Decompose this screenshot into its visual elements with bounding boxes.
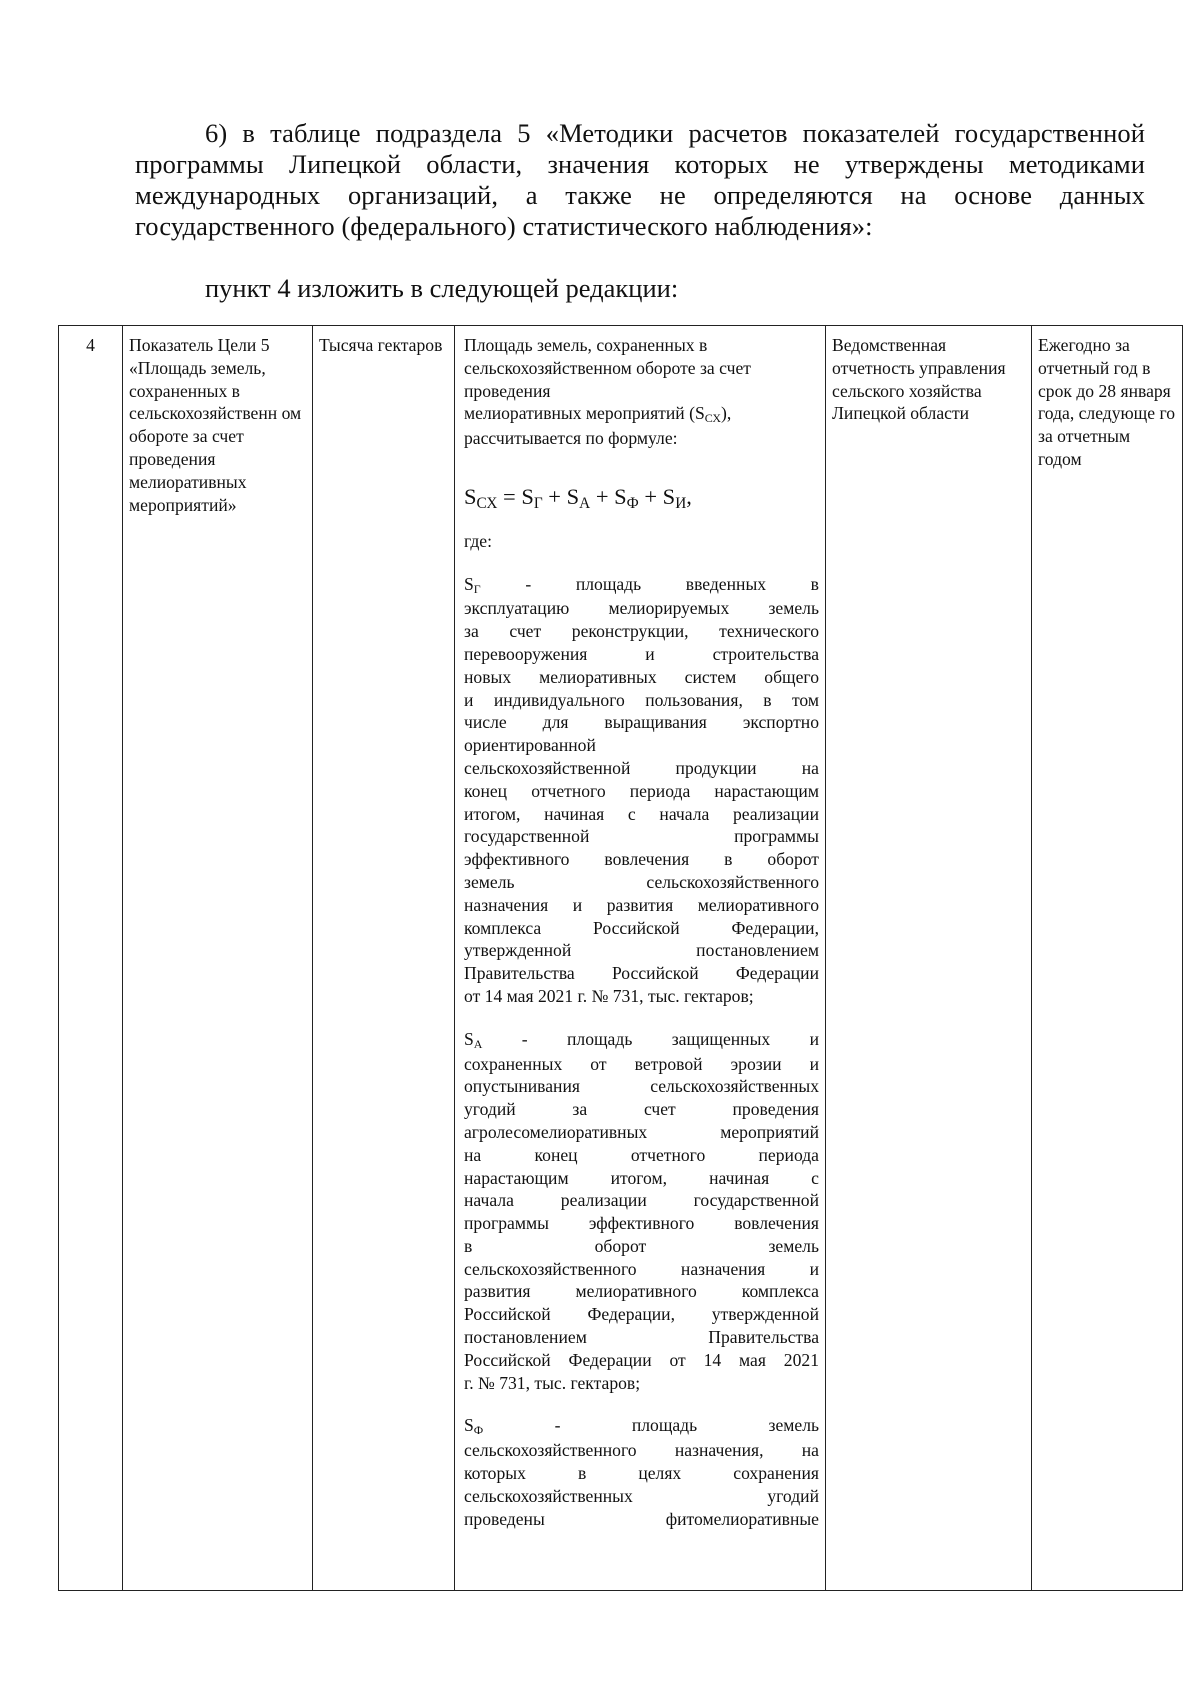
definition-line: конец отчетного периода нарастающим — [464, 780, 819, 801]
source-cell: Ведомственная отчетность управления сельского хозяйства Липецкой области — [826, 326, 1032, 1591]
indicator-cell: Показатель Цели 5 «Площадь земель, сохраненных в сельскохозяйственн ом обороте за счет проведения мелиоративных мероприятий» — [123, 326, 313, 1591]
definition-line: проведены фитомелиоративные — [464, 1508, 819, 1529]
intro-paragraph: 6) в таблице подраздела 5 «Методики расчетов показателей государственной программы Липецкой области, значения которых не утверждены методиками международных организаций, а также не определяются на основе данных государственного (федерального) статистического наблюдения»: — [135, 118, 1145, 241]
definition-line: и индивидуального пользования, в том — [464, 689, 819, 710]
unit-cell: Тысяча гектаров — [313, 326, 455, 1591]
definition-line: перевооружения и строительства — [464, 643, 819, 664]
row-number-cell: 4 — [59, 326, 123, 1591]
definition-head: $S_Г$ - площадь введенных в — [464, 573, 819, 596]
definition-line: комплекса Российской Федерации, — [464, 917, 819, 938]
method-lead-2: мелиоративных мероприятий $(S_{СХ})$, — [464, 403, 732, 426]
definition-line: за счет реконструкции, технического — [464, 621, 819, 642]
definition-sa — [464, 1028, 819, 1395]
definition-line: сохраненных от ветровой эрозии и — [464, 1053, 819, 1074]
method-cell — [455, 326, 826, 1591]
subheading: пункт 4 изложить в следующей редакции: — [205, 273, 679, 303]
definition-line: начала реализации государственной — [464, 1190, 819, 1211]
methodology-table — [58, 325, 1183, 1591]
definition-line: государственной программы — [464, 826, 819, 847]
definition-line: ориентированной — [464, 735, 596, 756]
definition-body — [464, 1053, 819, 1395]
definition-sf — [464, 1414, 819, 1530]
definition-line: опустынивания сельскохозяйственных — [464, 1076, 819, 1097]
definition-sg — [464, 573, 819, 1008]
definition-head: $S_А$ - площадь защищенных и — [464, 1028, 819, 1051]
definition-line: программы эффективного вовлечения — [464, 1213, 819, 1234]
definition-line: сельскохозяйственного назначения и — [464, 1258, 819, 1279]
definition-line: итогом, начиная с начала реализации — [464, 803, 819, 824]
definition-line: на конец отчетного периода — [464, 1144, 819, 1165]
definition-line: числе для выращивания экспортно — [464, 712, 819, 733]
definition-body — [464, 1439, 819, 1530]
definition-line: от 14 мая 2021 г. № 731, тыс. гектаров; — [464, 985, 754, 1006]
method-lead-3: рассчитывается по формуле: — [464, 428, 678, 449]
definition-line: земель сельскохозяйственного — [464, 871, 819, 892]
definition-line: Российской Федерации, утвержденной — [464, 1304, 819, 1325]
definition-line: постановлением Правительства — [464, 1327, 819, 1348]
definition-head: $S_Ф$ - площадь земель — [464, 1415, 820, 1438]
definition-line: Правительства Российской Федерации — [464, 963, 819, 984]
table-row — [59, 326, 1183, 1591]
where-label: где: — [464, 530, 492, 551]
definition-line: сельскохозяйственного назначения, на — [464, 1440, 819, 1461]
definition-line: г. № 731, тыс. гектаров; — [464, 1372, 641, 1393]
definition-line: сельскохозяйственных угодий — [464, 1485, 819, 1506]
definition-body — [464, 597, 819, 1007]
definition-line: эксплуатацию мелиорируемых земель — [464, 598, 819, 619]
method-lead-1: Площадь земель, сохраненных в сельскохозяйственном обороте за счет проведения — [464, 335, 751, 401]
definition-line: в оборот земель — [464, 1235, 819, 1256]
definition-line: агролесомелиоративных мероприятий — [464, 1121, 819, 1142]
definition-line: развития мелиоративного комплекса — [464, 1281, 819, 1302]
definition-line: которых в целях сохранения — [464, 1463, 819, 1484]
definition-line: сельскохозяйственной продукции на — [464, 757, 819, 778]
formula: $S_{СХ} = S_Г + S_А + S_Ф + S_И$, — [464, 483, 692, 512]
definition-line: новых мелиоративных систем общего — [464, 666, 819, 687]
definition-line: нарастающим итогом, начиная с — [464, 1167, 819, 1188]
definition-line: эффективного вовлечения в оборот — [464, 849, 819, 870]
definition-line: назначения и развития мелиоративного — [464, 894, 819, 915]
definition-line: утвержденной постановлением — [464, 940, 819, 961]
definition-line: Российской Федерации от 14 мая 2021 — [464, 1349, 819, 1370]
definition-line: угодий за счет проведения — [464, 1099, 819, 1120]
period-cell: Ежегодно за отчетный год в срок до 28 января года, следующе го за отчетным годом — [1032, 326, 1183, 1591]
